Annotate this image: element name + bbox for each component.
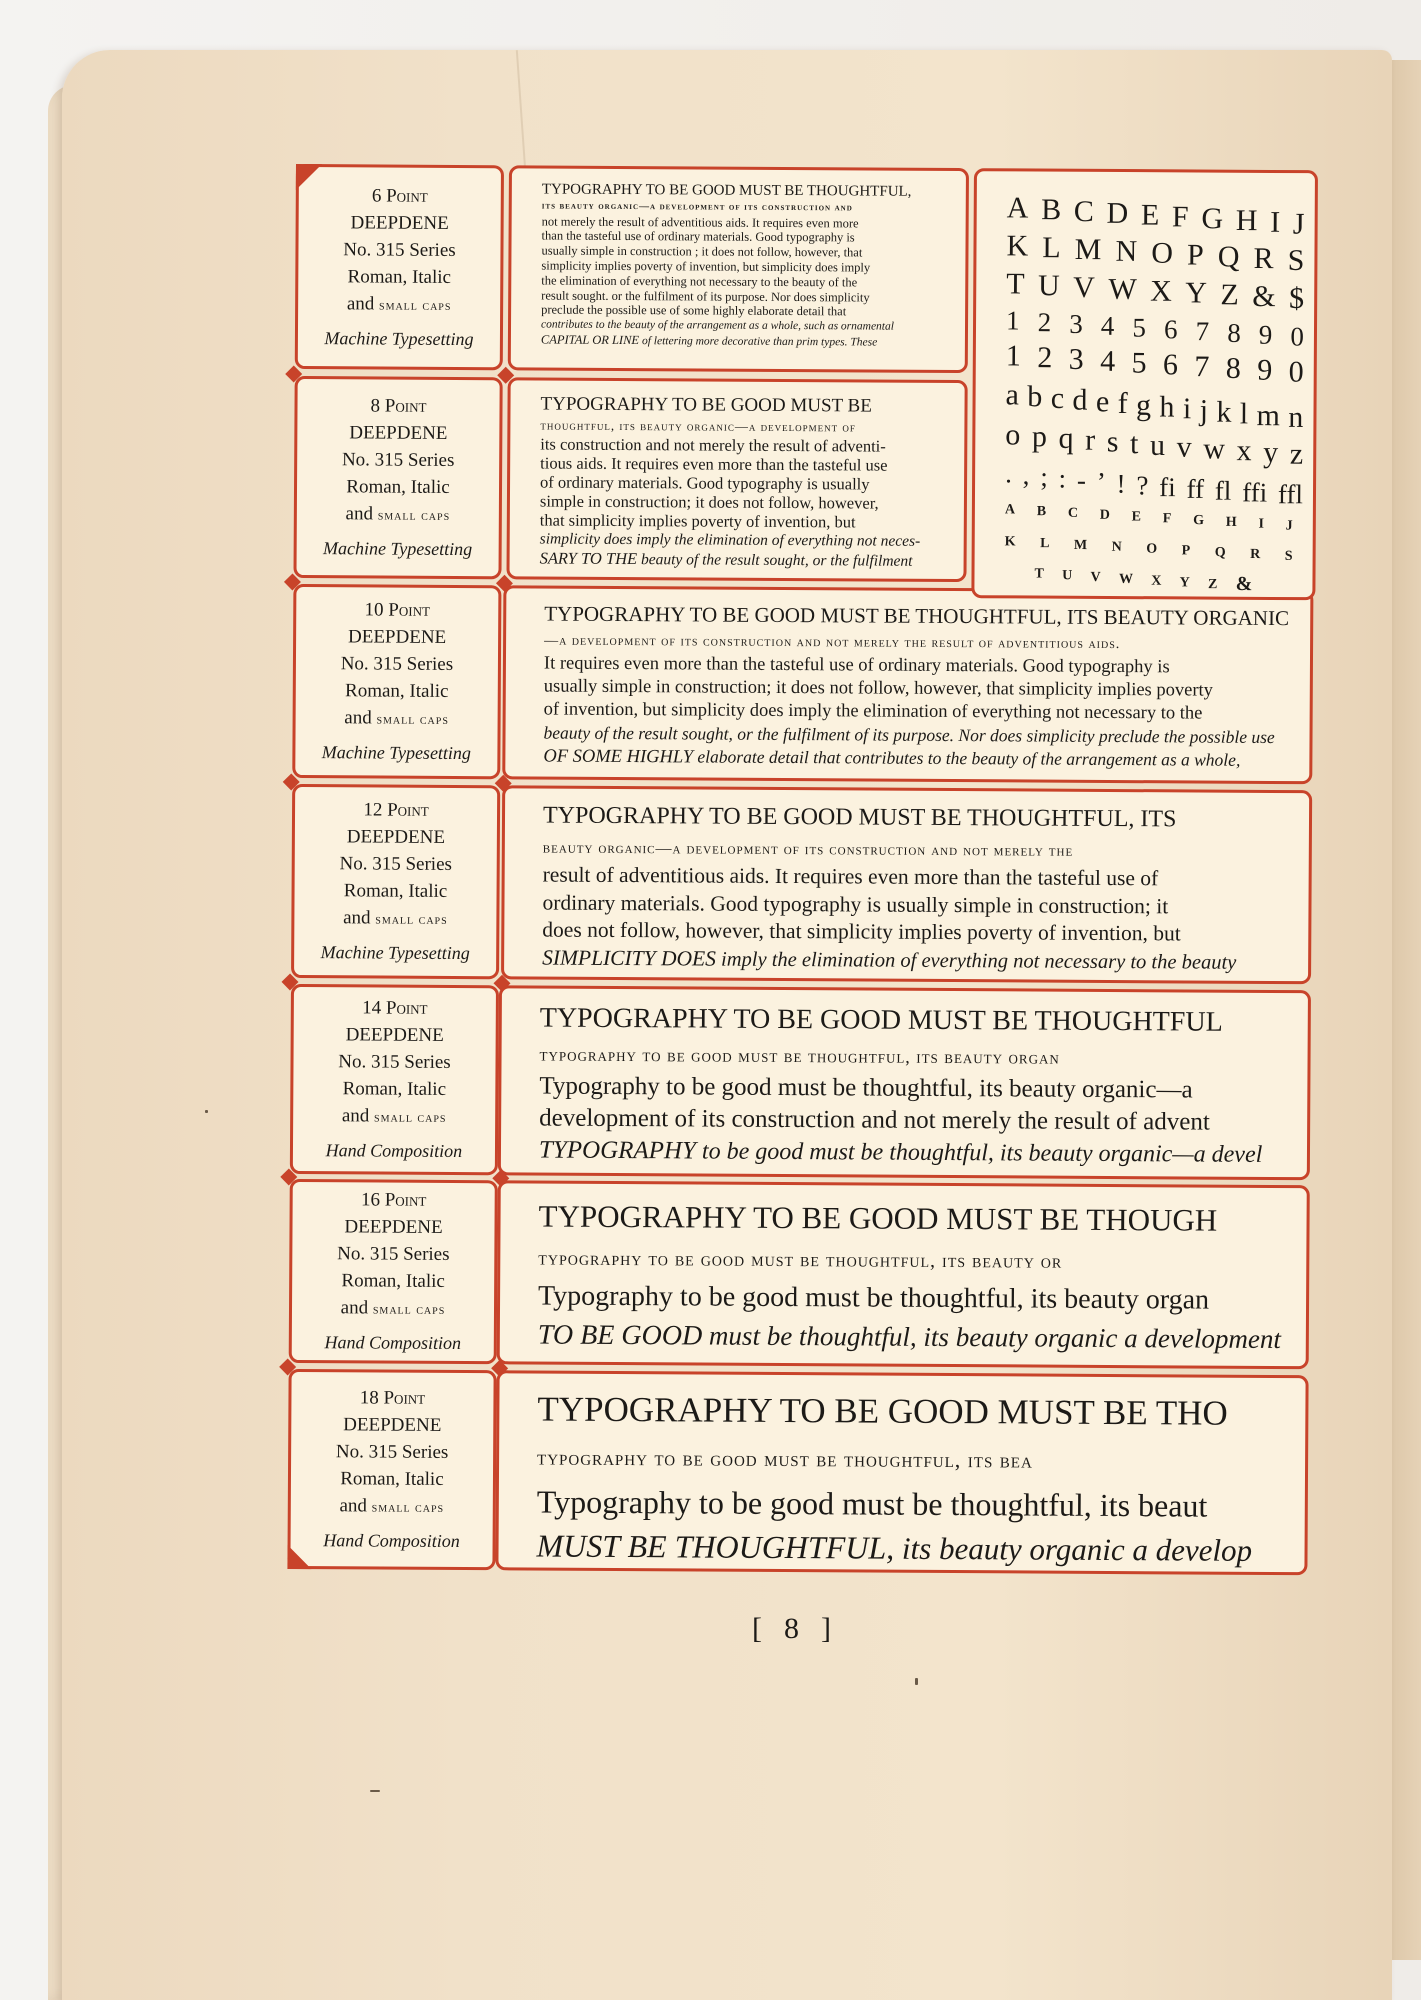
glyph: , <box>1022 460 1030 491</box>
italic-caps-lead: SARY TO THE <box>539 548 638 569</box>
point-word: Point <box>384 395 427 417</box>
italic-lowercase-run: to be good must be thoughtful, its beauty organic—a devel <box>695 1138 1263 1168</box>
glyph: o <box>1146 535 1158 558</box>
glyph: 4 <box>1100 344 1116 378</box>
glyph: d <box>1099 501 1111 524</box>
glyph: h <box>1159 390 1175 424</box>
style-list: Roman, Italic <box>344 680 449 702</box>
glyph: 0 <box>1288 355 1304 389</box>
typeface-name: DEEPDENE <box>343 1414 442 1436</box>
typeface-name: DEEPDENE <box>344 1216 443 1238</box>
specimen-line-mixed <box>539 1135 1289 1172</box>
point-size-label <box>360 1384 426 1411</box>
specimen-line-mixed <box>538 1315 1288 1359</box>
glyph: & <box>1252 280 1276 314</box>
glyph: ff <box>1186 473 1205 504</box>
point-word: Point <box>387 799 429 821</box>
specimen-sample-18-point <box>495 1370 1308 1575</box>
and-word: and <box>344 707 372 729</box>
glyph: u <box>1149 428 1166 462</box>
point-size-number: 18 <box>359 1387 379 1409</box>
glyph: x <box>1151 567 1162 590</box>
glyph: r <box>1085 423 1096 457</box>
point-word: Point <box>384 1189 427 1211</box>
glyph: p <box>1031 420 1048 454</box>
specimen-line-italic: simplicity does imply the elimination of everything not neces- <box>539 530 921 550</box>
glyph: s <box>1106 425 1119 459</box>
typeface-name: DEEPDENE <box>346 826 446 848</box>
typeface-name: DEEPDENE <box>347 626 447 648</box>
glyph: l <box>1040 530 1050 553</box>
glyph: j <box>1199 393 1209 427</box>
glyph: k <box>1216 395 1232 429</box>
specimen-line-mixed <box>543 745 1291 774</box>
typeface-name: DEEPDENE <box>349 422 448 444</box>
glyph: U <box>1037 269 1060 303</box>
glyph: V <box>1073 270 1096 305</box>
glyph: J <box>1292 207 1305 241</box>
corner-ornament-bottom-left <box>287 1545 311 1569</box>
italic-caps-lead: TYPOGRAPHY <box>538 1136 697 1165</box>
specimen-line-caps: TYPOGRAPHY TO BE GOOD MUST BE THOUGHTFUL, ITS <box>542 802 1177 833</box>
specimen-line-smallcaps: typography to be good must be thoughtful, its beauty or <box>538 1247 1063 1273</box>
specimen-line-roman: It requires even more than the tasteful use of ordinary materials. Good typography is <box>543 653 1170 678</box>
glyph: R <box>1253 242 1274 276</box>
specimen-line-italic: contributes to the beauty of the arrangement as a whole, such as ornamental <box>540 318 895 333</box>
small-caps-word: small caps <box>372 1302 446 1318</box>
glyph: 5 <box>1132 312 1147 343</box>
italic-caps-lead: MUST BE THOUGHTFUL, <box>536 1527 895 1566</box>
glyph: r <box>1250 541 1261 564</box>
folio-number: 8 <box>784 1612 821 1645</box>
specimen-line-caps: TYPOGRAPHY TO BE GOOD MUST BE THOUGHTFUL <box>539 1002 1223 1038</box>
specimen-line-roman: Typography to be good must be thoughtful, its beauty organ <box>537 1280 1210 1316</box>
small-caps-note <box>344 704 449 734</box>
glyph: v <box>1090 564 1101 587</box>
point-size-number: 14 <box>362 997 382 1019</box>
specimen-label-16-point <box>289 1179 498 1364</box>
specimen-line-mixed <box>541 332 947 350</box>
specimen-line-roman: that simplicity implies poverty of invention, but <box>539 510 856 532</box>
specimen-label-18-point <box>287 1369 496 1570</box>
specimen-line-roman: Typography to be good must be thoughtful, its beaut <box>536 1483 1208 1524</box>
specimen-line-roman: than the tasteful use of ordinary materials. Good typography is <box>541 228 855 245</box>
glyph: e <box>1131 503 1142 526</box>
italic-lowercase-run: its beauty organic a develop <box>894 1530 1253 1568</box>
specimen-line-roman: result sought. or the fulfilment of its purpose. Nor does simplicity <box>541 288 870 305</box>
specimen-frame <box>287 164 1326 1620</box>
glyph: s <box>1284 542 1293 565</box>
glyph: v <box>1176 430 1192 464</box>
italic-lowercase-run: imply the elimination of everything not necessary to the beauty <box>715 948 1237 974</box>
glyph: F <box>1171 200 1189 234</box>
small-caps-note <box>343 904 448 934</box>
specimen-line-smallcaps: typography to be good must be thoughtful, its beauty organ <box>539 1044 1060 1068</box>
glyph: z <box>1289 437 1304 471</box>
style-list: Roman, Italic <box>346 476 450 498</box>
point-word: Point <box>385 997 428 1019</box>
italic-caps-lead: CAPITAL OR LINE <box>540 332 640 348</box>
glyph: n <box>1288 400 1304 434</box>
glyph: q <box>1058 421 1074 455</box>
style-list: Roman, Italic <box>340 1468 444 1490</box>
glyph: Z <box>1220 278 1239 312</box>
composition-method: Hand Composition <box>324 1332 462 1354</box>
glyph: 7 <box>1195 316 1210 347</box>
glyph: 6 <box>1163 314 1178 345</box>
glyph: b <box>1027 380 1043 414</box>
paper-speck <box>205 1110 208 1113</box>
point-word: Point <box>388 599 431 621</box>
composition-method: Machine Typesetting <box>323 538 473 560</box>
composition-method: Machine Typesetting <box>320 942 470 964</box>
glyph: ; <box>1040 461 1048 492</box>
glyph: c <box>1050 381 1065 415</box>
point-size-number: 16 <box>360 1189 381 1211</box>
glyph: C <box>1073 194 1094 229</box>
glyph: Y <box>1185 276 1208 310</box>
small-caps-note <box>339 1492 444 1522</box>
point-size-label <box>363 796 429 823</box>
typeface-name: DEEPDENE <box>345 1024 444 1046</box>
small-caps-word: small caps <box>375 912 448 928</box>
italic-caps-lead: TO BE GOOD <box>537 1319 703 1352</box>
glyph: ! <box>1116 468 1126 499</box>
glyph: L <box>1042 231 1061 265</box>
specimen-line-mixed <box>540 548 946 570</box>
folio-open-bracket: [ <box>752 1612 784 1645</box>
paper-speck <box>915 1678 918 1685</box>
specimen-line-italic: beauty of the result sought, or the fulfilment of its purpose. Nor does simplicity preclude the possible use <box>543 722 1275 747</box>
specimen-line-smallcaps: typography to be good must be thoughtful, its bea <box>537 1444 1033 1473</box>
glyph: 9 <box>1257 353 1273 387</box>
point-word: Point <box>386 185 428 207</box>
glyph: 0 <box>1290 321 1305 352</box>
glyph: g <box>1135 388 1152 422</box>
specimen-line-roman: result of adventitious aids. It requires even more than the tasteful use of <box>542 862 1159 891</box>
specimen-line-caps: TYPOGRAPHY TO BE GOOD MUST BE THOUGHTFUL, ITS BEAUTY ORGANIC <box>544 601 1290 631</box>
specimen-line-roman: usually simple in construction ; it does not follow, however, that <box>541 243 863 260</box>
glyph: ? <box>1136 470 1149 501</box>
glyph: b <box>1036 498 1047 521</box>
specimen-label-8-point <box>293 376 502 579</box>
glyph: f <box>1162 505 1172 528</box>
specimen-label-14-point <box>290 984 499 1175</box>
glyph: S <box>1287 243 1305 277</box>
specimen-label-12-point <box>291 784 500 979</box>
specimen-line-roman: the elimination of everything not necessary to the beauty of the <box>541 273 858 290</box>
glyph: D <box>1106 196 1129 230</box>
specimen-line-caps: TYPOGRAPHY TO BE GOOD MUST BE THOUGHTFUL, <box>541 181 912 200</box>
point-size-number: 6 <box>371 184 382 207</box>
specimen-label-6-point <box>295 164 504 370</box>
italic-caps-lead: SIMPLICITY DOES <box>542 945 717 971</box>
small-caps-word: small caps <box>378 298 452 314</box>
glyph: a <box>1004 496 1016 519</box>
glyph: 3 <box>1069 308 1083 340</box>
series-number: No. 315 Series <box>337 1243 450 1265</box>
point-size-label <box>365 596 431 623</box>
small-caps-word: small caps <box>376 712 449 728</box>
specimen-sample-12-point <box>501 785 1312 984</box>
style-list: Roman, Italic <box>343 880 448 902</box>
glyph: Q <box>1217 240 1240 274</box>
italic-lowercase-run: beauty of the result sought, or the fulfilment <box>637 551 913 570</box>
glyph: t <box>1034 560 1044 583</box>
glyph: fi <box>1159 472 1176 503</box>
specimen-line-roman: of invention, but simplicity does imply the elimination of everything not necessary to the <box>543 699 1203 724</box>
point-size-label <box>361 1186 427 1213</box>
specimen-line-roman: ordinary materials. Good typography is usually simple in construction; it <box>542 890 1169 918</box>
glyph: q <box>1214 539 1226 562</box>
glyph: t <box>1130 427 1139 461</box>
point-size-number: 12 <box>363 799 383 821</box>
glyph: I <box>1270 205 1281 239</box>
specimen-line-roman: does not follow, however, that simplicity implies poverty of invention, but <box>542 917 1181 946</box>
glyph: y <box>1263 435 1279 470</box>
point-size-number: 10 <box>364 599 384 621</box>
series-number: No. 315 Series <box>341 449 455 471</box>
specimen-sample-16-point <box>497 1180 1310 1369</box>
glyph: a <box>1005 378 1020 412</box>
specimen-line-roman: simplicity implies poverty of invention, but simplicity does imply <box>541 258 871 275</box>
italic-lowercase-run: elaborate detail that contributes to the beauty of the arrangement as a whole, <box>693 746 1241 770</box>
glyph: i <box>1182 392 1192 426</box>
small-caps-note <box>341 1294 446 1324</box>
specimen-sample-8-point <box>506 377 967 582</box>
specimen-line-roman: development of its construction and not merely the result of advent <box>539 1104 1210 1136</box>
italic-lowercase-run: of lettering more decorative than prim types. These <box>639 335 878 349</box>
point-word: Point <box>383 1387 426 1409</box>
series-number: No. 315 Series <box>340 653 454 675</box>
glyph: fl <box>1214 475 1232 506</box>
glyph: & <box>1235 572 1253 596</box>
glyph: ffl <box>1277 479 1304 510</box>
glyph: 1 <box>1005 305 1020 336</box>
glyph: T <box>1006 267 1025 301</box>
series-number: No. 315 Series <box>343 238 456 261</box>
glyph: e <box>1095 385 1110 419</box>
point-size-label <box>371 392 427 419</box>
specimen-line-roman: usually simple in construction; it does not follow, however, that simplicity implies poverty <box>543 676 1213 701</box>
glyph: . <box>1005 458 1012 489</box>
small-caps-note <box>347 290 452 320</box>
glyph: h <box>1225 508 1237 531</box>
glyph: f <box>1117 387 1128 421</box>
glyph: g <box>1193 507 1205 530</box>
glyph: l <box>1239 397 1249 431</box>
glyph: X <box>1150 274 1172 308</box>
paper-speck <box>370 1790 380 1792</box>
series-number: No. 315 Series <box>335 1441 449 1463</box>
glyph: y <box>1179 569 1190 592</box>
glyph: i <box>1258 510 1265 533</box>
glyph: N <box>1115 234 1138 268</box>
glyph: m <box>1256 399 1281 433</box>
glyph: o <box>1005 418 1021 452</box>
glyph: n <box>1111 533 1122 556</box>
glyph: w <box>1118 565 1134 588</box>
glyph: 8 <box>1225 351 1241 385</box>
glyph: m <box>1073 531 1088 555</box>
glyph: 1 <box>1005 339 1021 373</box>
specimen-line-mixed <box>542 944 1290 977</box>
folio-close-bracket: ] <box>821 1612 853 1645</box>
glyph: u <box>1062 562 1073 585</box>
glyph: k <box>1004 528 1016 551</box>
glyph: w <box>1203 432 1226 466</box>
specimen-sample-10-point <box>502 585 1313 784</box>
glyph: ffi <box>1242 477 1268 508</box>
small-caps-word: small caps <box>377 508 451 524</box>
typeface-name: DEEPDENE <box>350 211 449 234</box>
composition-method: Hand Composition <box>325 1140 463 1162</box>
glyph: 2 <box>1037 341 1053 375</box>
corner-ornament-top-left <box>296 164 322 190</box>
specimen-line-roman: preclude the possible use of some highly elaborate detail that <box>541 302 847 319</box>
glyph: 6 <box>1162 348 1179 382</box>
character-set-panel <box>971 168 1318 600</box>
glyph: $ <box>1288 281 1305 315</box>
specimen-line-smallcaps: beauty organic—a development of its construction and not merely the <box>542 839 1074 860</box>
composition-method: Hand Composition <box>323 1530 460 1552</box>
small-caps-word: small caps <box>374 1110 447 1126</box>
character-row-caps <box>1006 189 1305 241</box>
style-list: Roman, Italic <box>341 1270 445 1292</box>
specimen-line-mixed <box>536 1523 1286 1573</box>
and-word: and <box>339 1495 368 1517</box>
glyph: : <box>1058 463 1067 494</box>
italic-lowercase-run: must be thoughtful, its beauty organic a development <box>702 1320 1281 1355</box>
glyph: z <box>1208 571 1218 594</box>
page-number <box>752 1612 853 1646</box>
small-caps-note <box>342 1102 447 1132</box>
glyph: - <box>1076 465 1087 496</box>
point-size-number: 8 <box>370 395 381 417</box>
and-word: and <box>343 907 371 929</box>
specimen-line-caps: TYPOGRAPHY TO BE GOOD MUST BE THO <box>537 1389 1228 1433</box>
glyph: H <box>1235 203 1258 238</box>
style-list: Roman, Italic <box>347 265 452 288</box>
glyph: 5 <box>1131 346 1147 380</box>
specimen-line-roman: its construction and not merely the result of adventi- <box>540 434 886 456</box>
glyph: 7 <box>1194 350 1210 384</box>
specimen-line-roman: Typography to be good must be thoughtful, its beauty organic—a <box>539 1072 1193 1104</box>
specimen-line-caps: TYPOGRAPHY TO BE GOOD MUST BE THOUGH <box>538 1198 1218 1238</box>
glyph: K <box>1006 229 1029 263</box>
glyph: B <box>1041 193 1062 227</box>
glyph: d <box>1072 383 1088 417</box>
glyph: E <box>1140 198 1160 232</box>
glyph: P <box>1186 238 1204 272</box>
and-word: and <box>340 1297 369 1319</box>
glyph: W <box>1108 272 1137 306</box>
italic-caps-lead: OF SOME HIGHLY <box>543 746 694 768</box>
glyph: j <box>1285 512 1293 535</box>
glyph: 2 <box>1037 307 1052 338</box>
specimen-line-roman: simple in construction; it does not follow, however, <box>539 491 879 513</box>
glyph: 3 <box>1068 342 1084 377</box>
and-word: and <box>341 1105 370 1127</box>
glyph: O <box>1151 236 1174 270</box>
composition-method: Machine Typesetting <box>324 327 474 349</box>
glyph: ’ <box>1096 466 1106 497</box>
specimen-sample-6-point <box>508 165 969 373</box>
specimen-label-10-point <box>292 584 501 779</box>
specimen-line-roman: not merely the result of adventitious aids. It requires even more <box>541 214 859 231</box>
specimen-line-smallcaps: —a development of its construction and not merely the result of adventitious aids. <box>544 633 1121 653</box>
series-number: No. 315 Series <box>338 1051 451 1073</box>
specimen-line-smallcaps: thoughtful, its beauty organic—a development of <box>540 417 856 435</box>
small-caps-word: small caps <box>371 1500 445 1516</box>
glyph: G <box>1201 202 1224 236</box>
glyph: 4 <box>1100 310 1115 341</box>
specimen-line-caps: TYPOGRAPHY TO BE GOOD MUST BE <box>540 393 872 417</box>
glyph: 9 <box>1258 319 1273 350</box>
glyph: x <box>1236 434 1252 468</box>
and-word: and <box>346 292 375 314</box>
composition-method: Machine Typesetting <box>321 742 472 764</box>
small-caps-note <box>345 500 450 530</box>
glyph: 8 <box>1227 317 1241 348</box>
specimen-line-roman: tious aids. It requires even more than the tasteful use <box>540 453 888 475</box>
style-list: Roman, Italic <box>342 1078 447 1100</box>
specimen-line-smallcaps: its beauty organic—a development of its construction and <box>541 200 853 214</box>
point-size-label <box>362 994 428 1021</box>
series-number: No. 315 Series <box>339 853 452 875</box>
glyph: p <box>1181 537 1191 560</box>
glyph: A <box>1006 191 1029 225</box>
specimen-line-roman: of ordinary materials. Good typography is usually <box>540 472 870 494</box>
glyph: M <box>1074 232 1102 267</box>
and-word: and <box>345 503 374 525</box>
point-size-label <box>372 182 428 209</box>
specimen-sample-14-point <box>498 985 1311 1180</box>
glyph: c <box>1067 499 1079 522</box>
